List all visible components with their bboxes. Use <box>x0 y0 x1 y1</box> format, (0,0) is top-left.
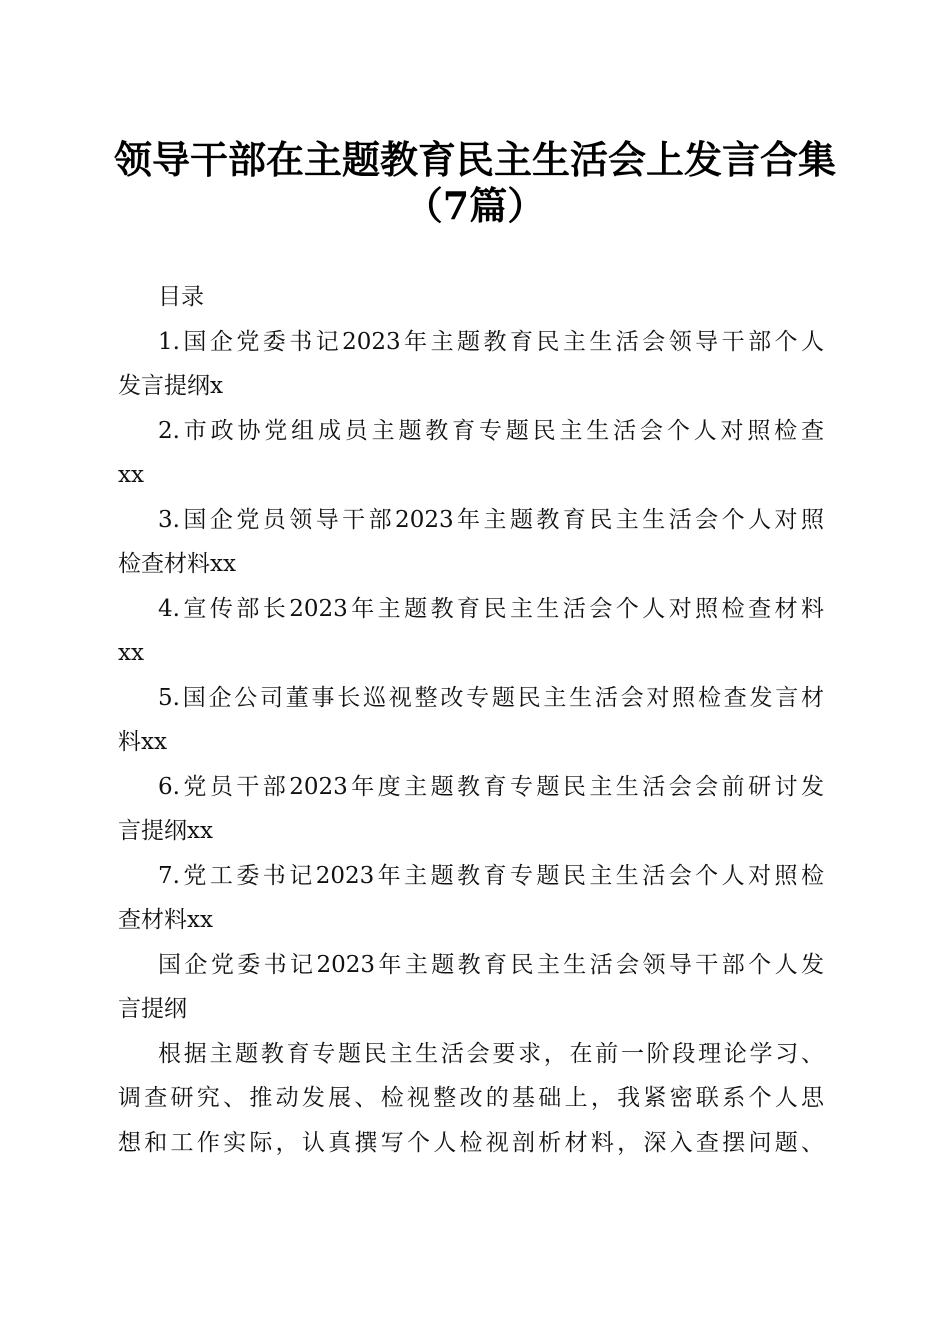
body-paragraph-line2: 调查研究、推动发展、检视整改的基础上，我紧密联系个人思 <box>118 1085 824 1111</box>
toc-heading: 目录 <box>158 284 204 310</box>
toc-item-1-line1: 1.国企党委书记2023年主题教育民主生活会领导干部个人 <box>158 329 824 355</box>
article-title-line1: 国企党委书记2023年主题教育民主生活会领导干部个人发 <box>158 952 824 978</box>
toc-item-7-line1: 7.党工委书记2023年主题教育专题民主生活会个人对照检 <box>158 863 824 889</box>
toc-item-3-line2: 检查材料xx <box>118 551 236 577</box>
toc-item-7-line2: 查材料xx <box>118 907 213 933</box>
toc-item-2-line1: 2.市政协党组成员主题教育专题民主生活会个人对照检查 <box>158 418 824 444</box>
toc-item-5-line1: 5.国企公司董事长巡视整改专题民主生活会对照检查发言材 <box>158 685 824 711</box>
article-title-line2: 言提纲 <box>118 996 187 1022</box>
toc-item-1-line2: 发言提纲x <box>118 373 223 399</box>
toc-item-6-line2: 言提纲xx <box>118 818 213 844</box>
toc-item-4-line2: xx <box>118 640 144 666</box>
toc-item-6-line1: 6.党员干部2023年度主题教育专题民主生活会会前研讨发 <box>158 774 824 800</box>
toc-item-3-line1: 3.国企党员领导干部2023年主题教育民主生活会个人对照 <box>158 507 824 533</box>
toc-item-2-line2: xx <box>118 462 144 488</box>
toc-item-5-line2: 料xx <box>118 729 167 755</box>
toc-item-4-line1: 4.宣传部长2023年主题教育民主生活会个人对照检查材料 <box>158 596 824 622</box>
document-title: 领导干部在主题教育民主生活会上发言合集 <box>113 137 836 182</box>
body-paragraph-line1: 根据主题教育专题民主生活会要求，在前一阶段理论学习、 <box>158 1041 824 1067</box>
body-paragraph-line3: 想和工作实际，认真撰写个人检视剖析材料，深入查摆问题、 <box>118 1130 824 1156</box>
document-title-count: （7篇） <box>404 183 546 228</box>
